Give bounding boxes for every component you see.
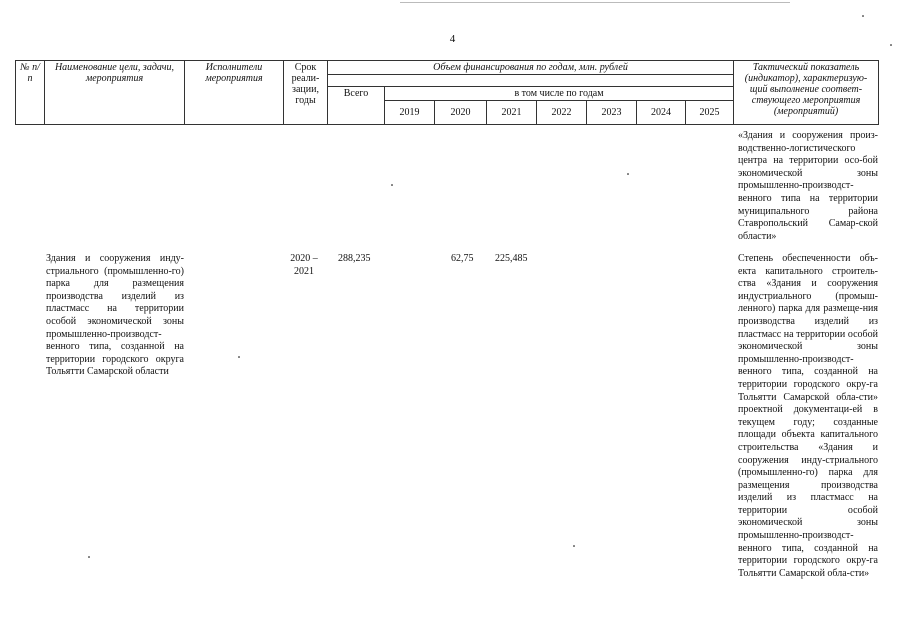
row-2020: 62,75 [451, 253, 474, 264]
row-name: Здания и сооружения инду-стриального (промышленно-го) парка для размещения производства изделий из пластмасс на территории особой экономической зоны промышленно-производст-венного типа, созданной на территории городского округа Тольятти Самарской области [46, 253, 184, 378]
scan-speck [238, 356, 240, 358]
row-term: 2020 – 2021 [290, 253, 318, 277]
page-number: 4 [449, 33, 456, 45]
scan-edge-line [400, 2, 790, 3]
header-year-2025: 2025 [686, 101, 734, 125]
scan-speck [88, 556, 90, 558]
row-2021: 225,485 [495, 253, 528, 264]
scan-speck [627, 173, 629, 175]
scan-speck [862, 15, 864, 17]
header-year-2019: 2019 [385, 101, 435, 125]
header-year-2024: 2024 [637, 101, 686, 125]
header-year-2022: 2022 [537, 101, 587, 125]
header-year-2021: 2021 [487, 101, 537, 125]
header-term: Срок реали-зации, годы [284, 61, 328, 125]
prev-row-indicator: «Здания и сооружения произ-водственно-логистического центра на территории осо-бой экономической зоны промышленно-производст-венного типа на территории муниципального района Ставропольский Самар-ской области» [738, 130, 878, 242]
row-total: 288,235 [338, 253, 371, 264]
header-indicator: Тактический показатель (индикатор), характеризую-щий выполнение соответ-ствующего мероприятия (мероприятий) [734, 61, 879, 125]
scan-speck [573, 545, 575, 547]
row-indicator: Степень обеспеченности объ-екта капитального строитель-ства «Здания и сооружения индустриального (промыш-ленного) парка для размеще-ния производства изделий из пластмасс на территории особой экономической зоны промышленно-производст-венного типа, созданной на территории городского окру-га Тольятти Самарской обла-сти» проектной документаци-ей в текущем году; созданные площади объекта капитального строительства «Здания и сооружения инду-стриального (промышленно-го) парка для размещения производства изделий из пластмасс на территории особой экономической зоны промышленно-производст-венного типа, созданной на территории городского окру-га Тольятти Самарской обла-сти» [738, 253, 878, 579]
scan-speck [391, 184, 393, 186]
scan-speck [890, 44, 892, 46]
header-total: Всего [328, 87, 385, 125]
table-header [15, 60, 879, 125]
header-year-2020: 2020 [435, 101, 487, 125]
header-year-2023: 2023 [587, 101, 637, 125]
header-no: № п/п [16, 61, 45, 125]
header-in-years: в том числе по годам [385, 87, 734, 101]
header-name: Наименование цели, задачи, мероприятия [45, 61, 185, 125]
header-executors: Исполнители мероприятия [185, 61, 284, 125]
header-finance: Объем финансирования по годам, млн. рублей [328, 61, 734, 75]
